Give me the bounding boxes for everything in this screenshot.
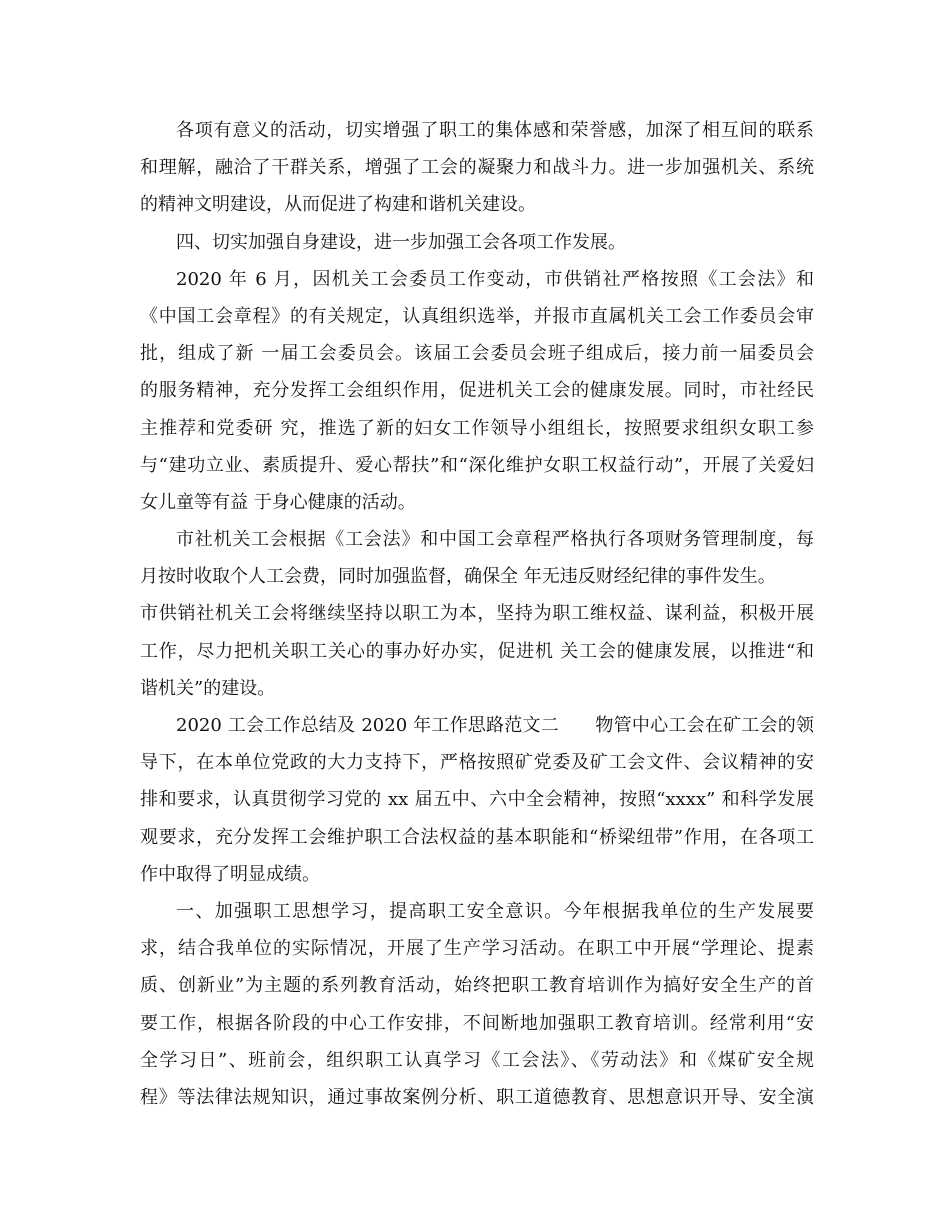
- paragraph-line: 各项有意义的活动，切实增强了职工的集体感和荣誉感，加深了相互间的联系: [176, 120, 814, 141]
- section-heading: 四、切实加强自身建设，进一步加强工会各项工作发展。: [176, 231, 626, 253]
- paragraph-line: 与“建功立业、素质提升、爱心帮扶”和“深化维护女职工权益行动”，开展了关爱妇: [140, 454, 814, 476]
- paragraph-line: 一、加强职工思想学习，提高职工安全意识。今年根据我单位的生产发展要: [176, 900, 814, 922]
- paragraph-line: 质、创新业”为主题的系列教育活动，始终把职工教育培训作为搞好安全生产的首: [140, 975, 814, 997]
- paragraph-line: 2020 工会工作总结及 2020 年工作思路范文二 物管中心工会在矿工会的领: [176, 715, 814, 736]
- paragraph-line: 排和要求，认真贯彻学习党的 xx 届五中、六中全会精神，按照“xxxx” 和科学发展: [140, 789, 814, 811]
- paragraph-line: 求，结合我单位的实际情况，开展了生产学习活动。在职工中开展“学理论、提素: [140, 938, 814, 960]
- paragraph-line: 要工作，根据各阶段的中心工作安排，不间断地加强职工教育培训。经常利用“安: [140, 1012, 814, 1034]
- paragraph-line: 程》等法律法规知识，通过事故案例分析、职工道德教育、思想意识开导、安全演: [140, 1086, 814, 1108]
- paragraph-line: 女儿童等有益 于身心健康的活动。: [140, 491, 416, 513]
- paragraph-line: 市供销社机关工会将继续坚持以职工为本，坚持为职工维权益、谋利益，积极开展: [140, 603, 814, 625]
- paragraph-line: 工作，尽力把机关职工关心的事办好办实，促进机 关工会的健康发展，以推进“和: [140, 640, 814, 662]
- paragraph-line: 市社机关工会根据《工会法》和中国工会章程严格执行各项财务管理制度，每: [176, 529, 814, 551]
- paragraph-line: 谐机关”的建设。: [140, 677, 276, 699]
- paragraph-line: 的服务精神，充分发挥工会组织作用，促进机关工会的健康发展。同时，市社经民: [140, 380, 814, 402]
- paragraph-line: 主推荐和党委研 究，推选了新的妇女工作领导小组组长，按照要求组织女职工参: [140, 417, 814, 439]
- paragraph-line: 2020 年 6 月，因机关工会委员工作变动，市供销社严格按照《工会法》和: [176, 268, 814, 290]
- paragraph-line: 作中取得了明显成绩。: [140, 863, 320, 885]
- paragraph-line: 和理解，融洽了干群关系，增强了工会的凝聚力和战斗力。进一步加强机关、系统: [140, 157, 814, 179]
- paragraph-line: 全学习日”、班前会，组织职工认真学习《工会法》、《劳动法》和《煤矿安全规: [140, 1049, 814, 1071]
- paragraph-line: 《中国工会章程》的有关规定，认真组织选举，并报市直属机关工会工作委员会审: [140, 305, 814, 327]
- paragraph-line: 观要求，充分发挥工会维护职工合法权益的基本职能和“桥梁纽带”作用，在各项工: [140, 826, 814, 848]
- body-text: [140, 112, 814, 1116]
- paragraph-line: 月按时收取个人工会费，同时加强监督，确保全 年无违反财经纪律的事件发生。: [140, 566, 776, 588]
- paragraph-line: 批，组成了新 一届工会委员会。该届工会委员会班子组成后，接力前一届委员会: [140, 343, 814, 365]
- paragraph-line: 导下，在本单位党政的大力支持下，严格按照矿党委及矿工会文件、会议精神的安: [140, 752, 814, 774]
- paragraph-line: 的精神文明建设，从而促进了构建和谐机关建设。: [140, 194, 536, 216]
